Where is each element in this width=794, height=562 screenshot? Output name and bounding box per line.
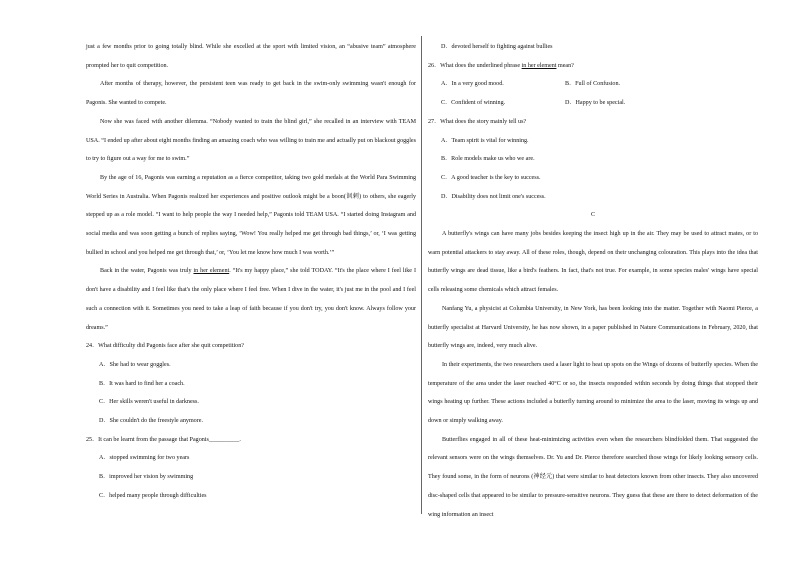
passage-c-paragraph-3: In their experiments, the two researchers used a laser light to heat up spots on the Wings of dozens of butterfly species. When the temperature of the area under the laser reached 40°C or so, the insects responded within seconds by doing things that stopped their wings heating up further. These actions included a butterfly turning around to minimize the area to the laser, moving its wings up and down or simply walking away. bbox=[428, 361, 758, 425]
passage-c-paragraph-2: Nanfang Yu, a physicist at Columbia University, in New York, has been looking into the matter. Together with Naomi Pierce, a butterfly specialist at Harvard University, he has now shown, in a paper published in Nature Communications in February, 2020, that butterfly wings are, indeed, very much alive. bbox=[428, 305, 758, 350]
paragraph-2: After months of therapy, however, the persistent teen was ready to get back in the swim-only swimming wasn't enough for Pagonis. She wanted to compete. bbox=[86, 81, 416, 107]
question-26-stem-end: mean? bbox=[556, 62, 574, 69]
question-27-stem: 27．What does the story mainly tell us? bbox=[428, 118, 527, 125]
paragraph-4: By the age of 16, Pagonis was earning a reputation as a fierce competitor, taking two gold medals at the World Para Swimming World Series in Australia. When Pagonis realized her experiences and positive outlook might be a boon(讽刺) to others, she eagerly stepped up as a role model. “I want to help people the way I needed help,” Pagonis told TEAM USA. “I started doing Instagram and social media and was soon getting a bunch of replies saying, ‘Wow! You really helped me get through bad things,’ or, ‘I was getting bullied in school and you helped me get through that,’ or, ‘You let me know how much I was worth.’” bbox=[86, 174, 416, 256]
question-25-option-c: C．helped many people through difficulties bbox=[99, 492, 207, 499]
question-24-option-a: A．She had to wear goggles. bbox=[99, 361, 171, 368]
question-25-option-b: B．improved her vision by swimming bbox=[99, 474, 194, 481]
left-column bbox=[86, 38, 416, 506]
question-25-option-d: D．devoted herself to fighting against bullies bbox=[441, 44, 553, 50]
paragraph-3: Now she was faced with another dilemma. “Nobody wanted to train the blind girl,” she recalled in an interview with TEAM USA. “I ended up after about eight months finding an amazing coach who was willing to train me and actually put on blackout goggles to try to figure out a way for me to swim.” bbox=[86, 118, 416, 163]
question-26-option-c: C．Confident of winning. bbox=[441, 100, 506, 107]
paragraph-5-end: . “It's my happy place,” she told TODAY. “It's the place where I feel like I don't have a disability and I feel like that's the only place where I feel free. When I dive in the water, it's just me in the pool and I feel such a connection with it. Sometimes you need to take a leap of faith because if you don't try, you don't know. Always follow your dreams.” bbox=[86, 268, 416, 331]
question-26-options-row-1 bbox=[428, 75, 758, 94]
paragraph-1: just a few months prior to going totally blind. While she excelled at the sport with limited vision, an “abusive team” atmosphere prompted her to quit competition. bbox=[86, 44, 416, 69]
question-25-option-a: A．stopped swimming for two years bbox=[99, 455, 190, 462]
question-24-stem: 24．What difficulty did Pagonis face after she quit competition? bbox=[86, 343, 244, 350]
question-25-stem: 25．It can be learnt from the passage that Pagonis__________. bbox=[86, 436, 241, 443]
question-26-stem-start: 26．What does the underlined phrase bbox=[428, 62, 522, 69]
question-26-stem bbox=[428, 57, 758, 76]
paragraph-5-start: Back in the water, Pagonis was truly bbox=[100, 268, 194, 275]
section-heading: C bbox=[590, 212, 596, 219]
paragraph-5 bbox=[86, 262, 416, 337]
question-24-option-d: D．She couldn't do the freestyle anymore. bbox=[99, 418, 203, 425]
passage-c-paragraph-4: Butterflies engaged in all of these heat-minimizing activities even when the researchers blindfolded them. That suggested the relevant sensors were on the wings themselves. Dr. Yu and Dr. Pierce therefore searched those wings for likely looking sensory cells. They found some, in the form of neurons (神经元) that were similar to heat detectors known from other insects. They also uncovered disc-shaped cells that appeared to be similar to pressure-sensitive neurons. They guess that these are there to detect deformation of the wing information an insect bbox=[428, 436, 758, 518]
passage-c-paragraph-1: A butterfly's wings can have many jobs besides keeping the insect high up in the air. They may be used to attract mates, or to warn potential attackers to stay away. All of these roles, though, depend on their unchanging colouration. This plays into the idea that butterfly wings are dead tissue, like a bird's feathers. In fact, that's not true. For example, in some species males' wings have special cells releasing some chemicals which attract females. bbox=[428, 231, 758, 294]
question-26-options-row-2 bbox=[428, 94, 758, 113]
question-26-option-b: B．Full of Confusion. bbox=[565, 81, 621, 88]
question-27-option-a: A．Team spirit is vital for winning. bbox=[441, 137, 529, 144]
question-26-option-d: D．Happy to be special. bbox=[565, 100, 626, 107]
question-26-option-a: A．In a very good mood. bbox=[441, 81, 504, 88]
question-24-option-c: C．Her skills weren't useful in darkness. bbox=[99, 399, 199, 406]
right-column bbox=[428, 38, 758, 524]
question-26-underlined-phrase: in her element bbox=[521, 62, 557, 69]
question-27-option-d: D．Disability does not limit one's success. bbox=[441, 193, 546, 200]
question-27-option-b: B．Role models make us who we are. bbox=[441, 156, 535, 163]
question-24-option-b: B．It was hard to find her a coach. bbox=[99, 380, 185, 387]
underlined-phrase: in her element bbox=[193, 268, 230, 275]
question-27-option-c: C．A good teacher is the key to success. bbox=[441, 174, 541, 181]
column-divider bbox=[421, 36, 422, 514]
